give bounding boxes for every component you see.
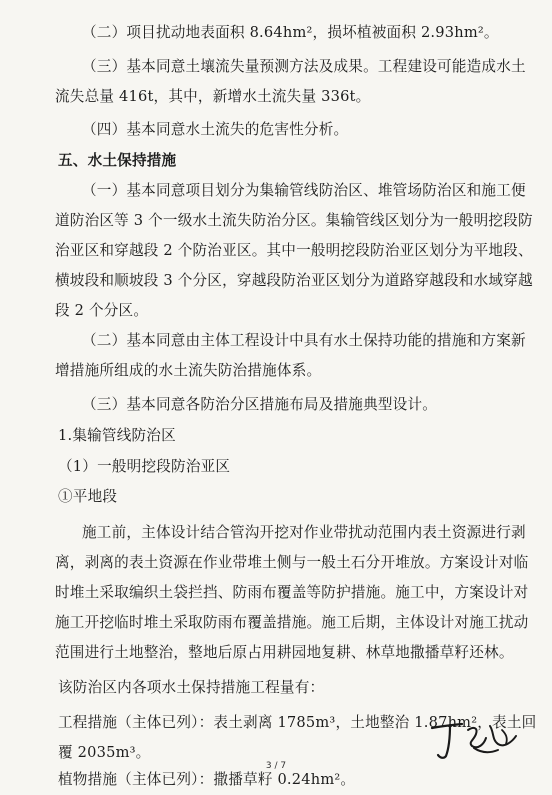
text-line: 覆 2035m³。: [58, 744, 151, 761]
subsection-heading: ①平地段: [58, 488, 118, 505]
text-line: 离，剥离的表土资源在作业带堆土侧与一般土石分开堆放。方案设计对临: [55, 554, 529, 571]
text-line: 流失总量 416t，其中，新增水土流失量 336t。: [55, 88, 371, 105]
text-line: （二）基本同意由主体工程设计中具有水土保持功能的措施和方案新: [82, 332, 526, 349]
page-number: 3 / 7: [265, 761, 287, 771]
text-line: 植物措施（主体已列）：撒播草籽 0.24hm²。: [58, 771, 356, 788]
text-line: 时堆土采取编织土袋拦挡、防雨布覆盖等防护措施。施工中，方案设计对: [55, 584, 529, 601]
subsection-heading: 1.集输管线防治区: [58, 427, 176, 444]
text-line: （三）基本同意土壤流失量预测方法及成果。工程建设可能造成水土: [82, 58, 526, 75]
text-line: （四）基本同意水土流失的危害性分析。: [82, 121, 349, 138]
text-line: 该防治区内各项水土保持措施工程量有：: [58, 679, 325, 696]
handwritten-signature: [428, 718, 524, 764]
text-line: 工程措施（主体已列）：表土剥离 1785m³，土地整治 1.87hm²，表土回: [58, 714, 537, 731]
text-line: 施工前，主体设计结合管沟开挖对作业带扰动范围内表土资源进行剥: [82, 524, 526, 541]
text-line: 段 2 个分区。: [55, 302, 149, 319]
text-line: 治亚区和穿越段 2 个防治亚区。其中一般明挖段防治亚区划分为平地段、: [55, 242, 533, 259]
text-line: （一）基本同意项目划分为集输管线防治区、堆管场防治区和施工便: [82, 182, 526, 199]
text-line: 增措施所组成的水土流失防治措施体系。: [55, 362, 322, 379]
text-line: （二）项目扰动地表面积 8.64hm²，损坏植被面积 2.93hm²。: [82, 24, 499, 41]
text-line: （三）基本同意各防治分区措施布局及措施典型设计。: [82, 396, 438, 413]
subsection-heading: （1）一般明挖段防治亚区: [58, 458, 231, 475]
text-line: 道防治区等 3 个一级水土流失防治分区。集输管线区划分为一般明挖段防: [55, 212, 533, 229]
text-line: 范围进行土地整治，整地后原占用耕园地复耕、林草地撒播草籽还林。: [55, 644, 514, 661]
text-line: 横坡段和顺坡段 3 个分区，穿越段防治亚区划分为道路穿越段和水域穿越: [55, 272, 533, 289]
section-heading: 五、水土保持措施: [58, 152, 177, 169]
text-line: 施工开挖临时堆土采取防雨布覆盖措施。施工后期，主体设计对施工扰动: [55, 614, 529, 631]
